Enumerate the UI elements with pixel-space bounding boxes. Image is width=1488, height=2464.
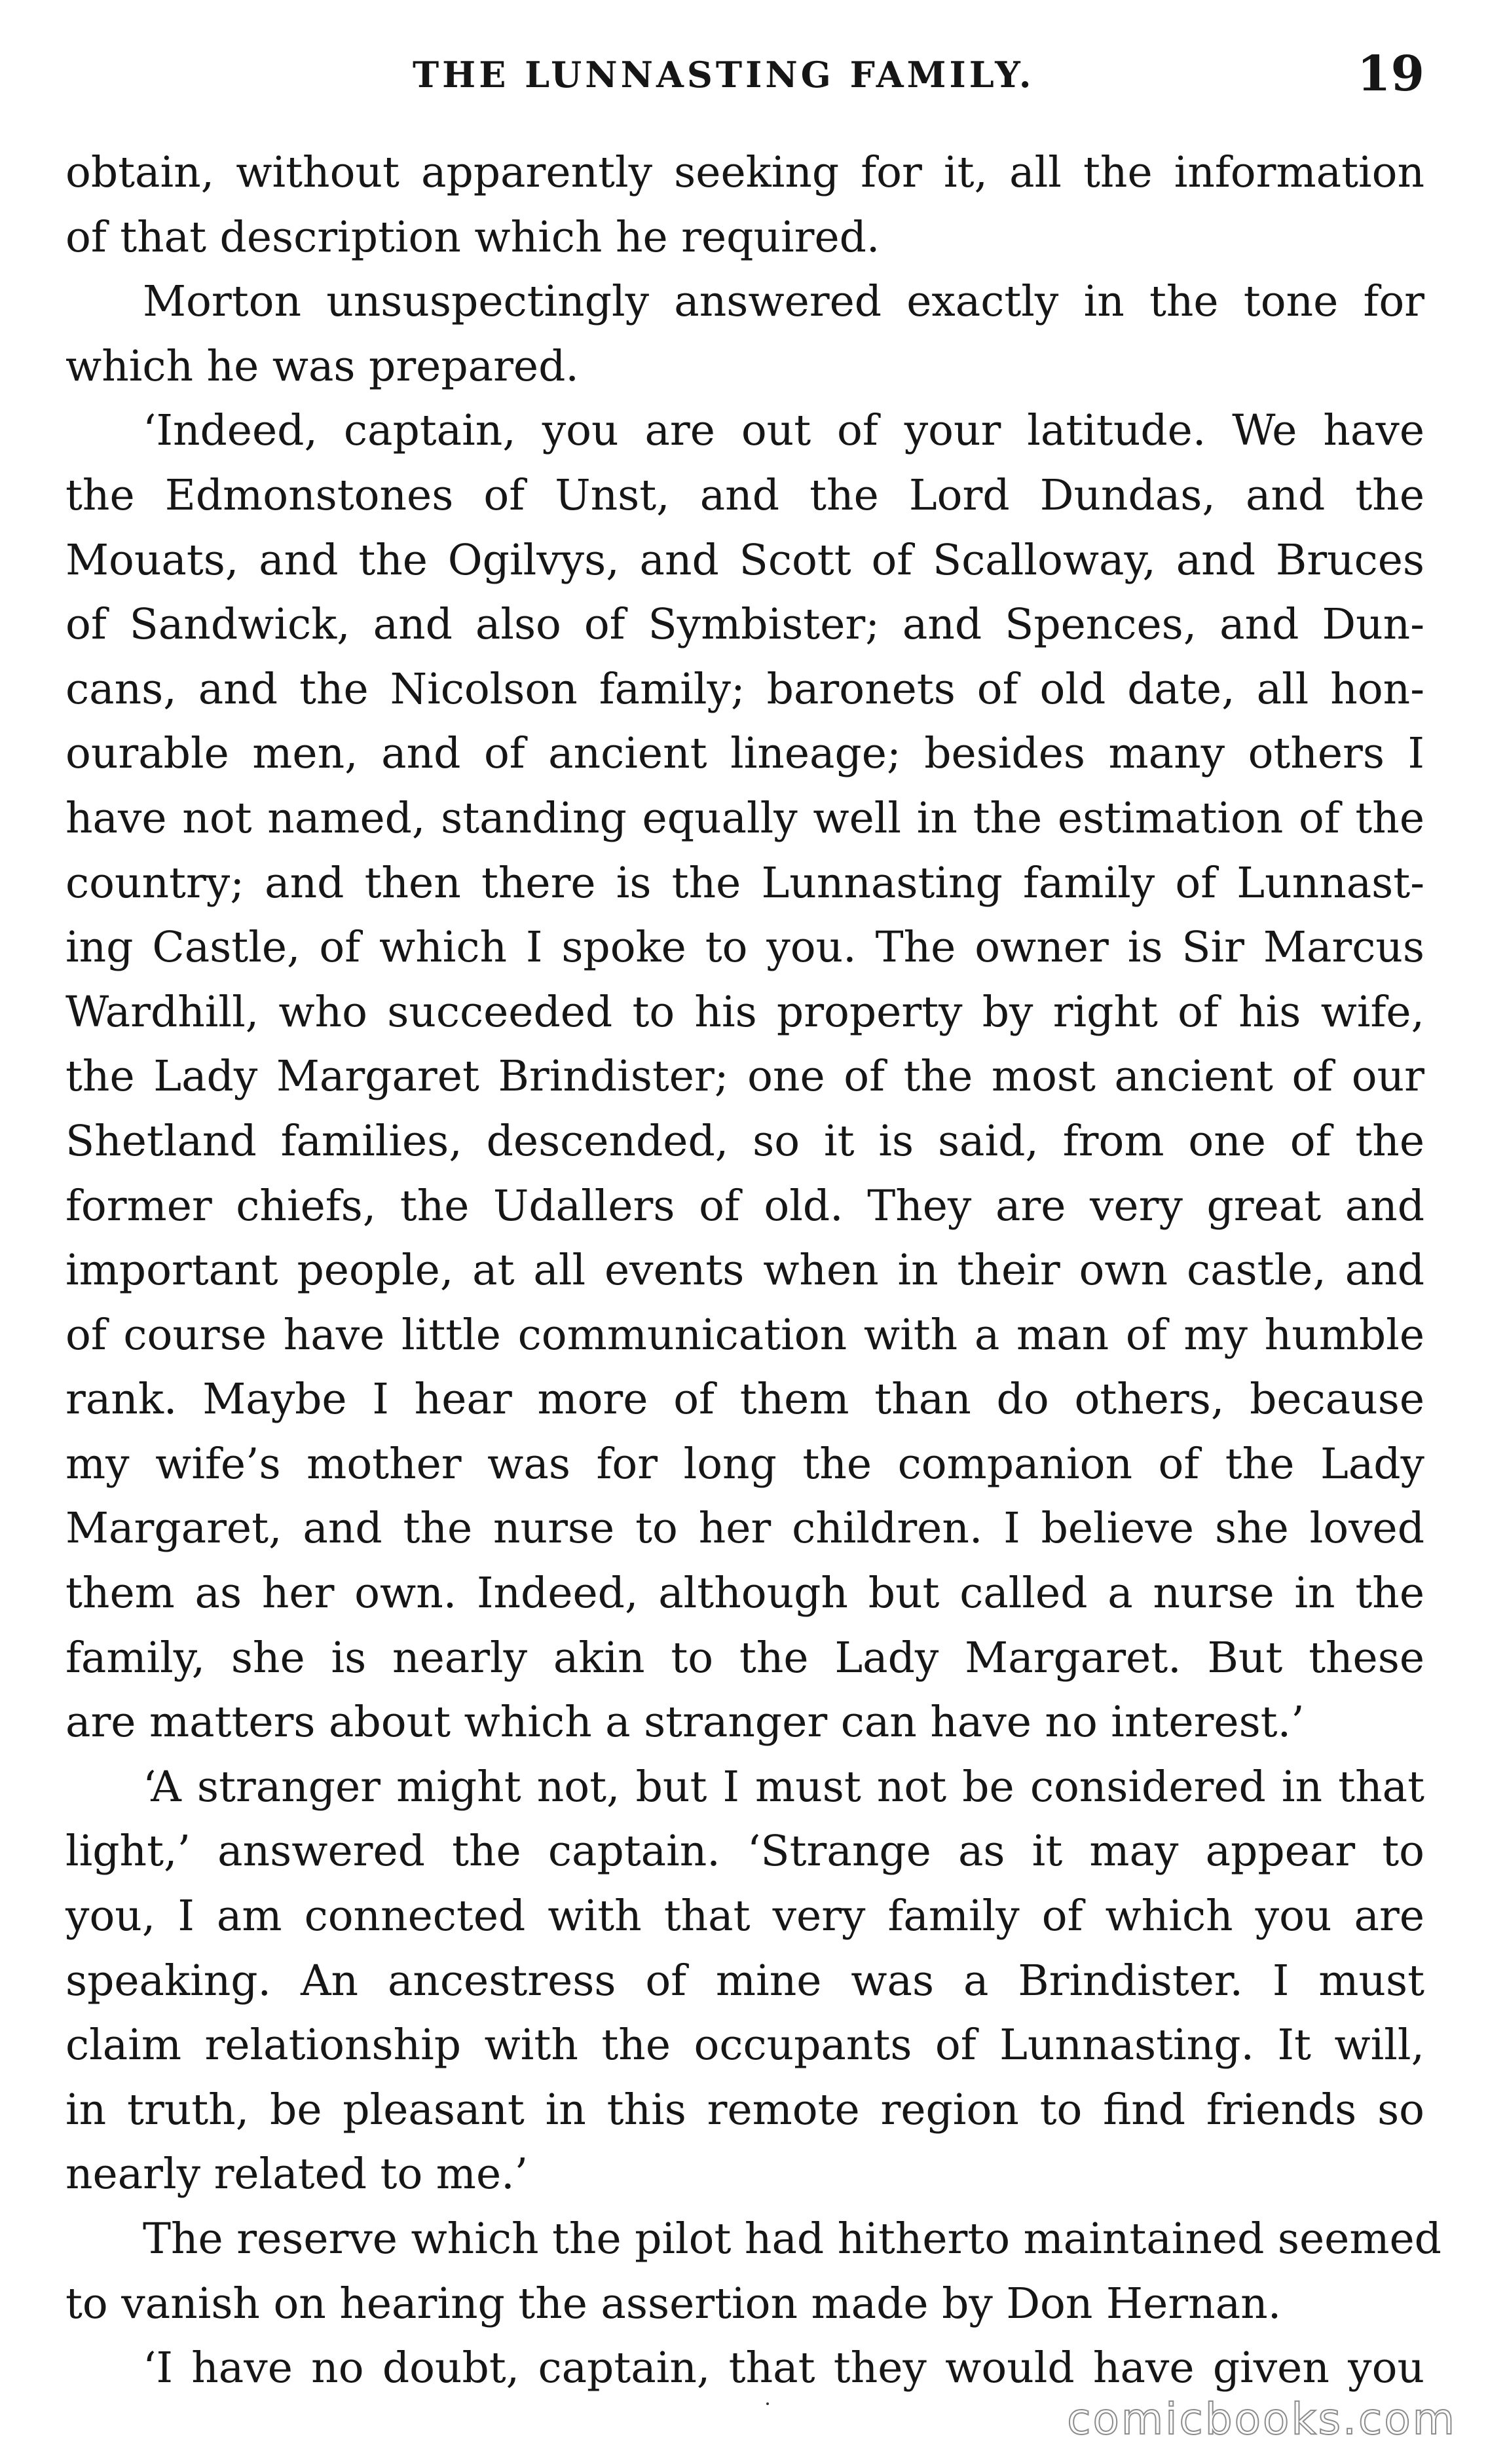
- text-line: cans, and the Nicolson family; baronets of old date, all hon-: [65, 664, 1424, 714]
- ink-speck: [766, 2402, 769, 2405]
- text-line: in truth, be pleasant in this remote region to find friends so: [65, 2085, 1424, 2135]
- text-line: of course have little communication with a man of my humble: [65, 1310, 1424, 1360]
- text-line: light,’ answered the captain. ‘Strange as it may appear to: [65, 1827, 1424, 1876]
- text-line: speaking. An ancestress of mine was a Brindister. I must: [65, 1956, 1424, 2006]
- text-line: nearly related to me.’: [65, 2150, 529, 2199]
- body-text: [65, 141, 1442, 2401]
- text-line: ‘I have no doubt, captain, that they would have given you: [143, 2343, 1424, 2393]
- page-number: 19: [1357, 46, 1424, 102]
- text-line: family, she is nearly akin to the Lady Margaret. But these: [65, 1633, 1424, 1683]
- text-line: country; and then there is the Lunnasting family of Lunnast-: [65, 858, 1424, 908]
- text-line: the Edmonstones of Unst, and the Lord Dundas, and the: [65, 470, 1424, 520]
- text-line: former chiefs, the Udallers of old. They are very great and: [65, 1181, 1424, 1231]
- text-line: ‘A stranger might not, but I must not be considered in that: [143, 1762, 1424, 1812]
- text-line: Margaret, and the nurse to her children. I believe she loved: [65, 1504, 1424, 1554]
- text-line: have not named, standing equally well in the estimation of the: [65, 793, 1424, 843]
- text-line: claim relationship with the occupants of Lunnasting. It will,: [65, 2021, 1424, 2070]
- text-line: them as her own. Indeed, although but called a nurse in the: [65, 1569, 1424, 1618]
- text-line: Shetland families, descended, so it is said, from one of the: [65, 1116, 1424, 1166]
- text-line: Wardhill, who succeeded to his property by right of his wife,: [65, 987, 1424, 1037]
- text-line: Morton unsuspectingly answered exactly in the tone for: [143, 277, 1424, 327]
- text-line: ing Castle, of which I spoke to you. The owner is Sir Marcus: [65, 923, 1424, 973]
- text-line: ourable men, and of ancient lineage; besides many others I: [65, 729, 1424, 779]
- text-line: my wife’s mother was for long the companion of the Lady: [65, 1439, 1424, 1489]
- watermark: comicbooks.com: [1067, 2394, 1457, 2444]
- text-line: Mouats, and the Ogilvys, and Scott of Scalloway, and Bruces: [65, 535, 1424, 585]
- text-line: of Sandwick, and also of Symbister; and Spences, and Dun-: [65, 600, 1424, 650]
- text-line: of that description which he required.: [65, 212, 880, 262]
- page-header: [65, 46, 1424, 118]
- text-line: the Lady Margaret Brindister; one of the most ancient of our: [65, 1052, 1424, 1102]
- text-line: which he was prepared.: [65, 341, 579, 391]
- running-title: THE LUNNASTING FAMILY.: [413, 54, 1035, 96]
- text-line: are matters about which a stranger can have no interest.’: [65, 1698, 1305, 1747]
- text-line: to vanish on hearing the assertion made by Don Hernan.: [65, 2279, 1282, 2328]
- text-line: The reserve which the pilot had hitherto maintained seemed: [143, 2214, 1442, 2264]
- text-line: rank. Maybe I hear more of them than do others, because: [65, 1375, 1424, 1425]
- text-line: ‘Indeed, captain, you are out of your latitude. We have: [143, 406, 1424, 456]
- text-line: obtain, without apparently seeking for it, all the information: [65, 148, 1424, 197]
- text-line: important people, at all events when in their own castle, and: [65, 1246, 1424, 1296]
- text-line: you, I am connected with that very family of which you are: [65, 1892, 1424, 1941]
